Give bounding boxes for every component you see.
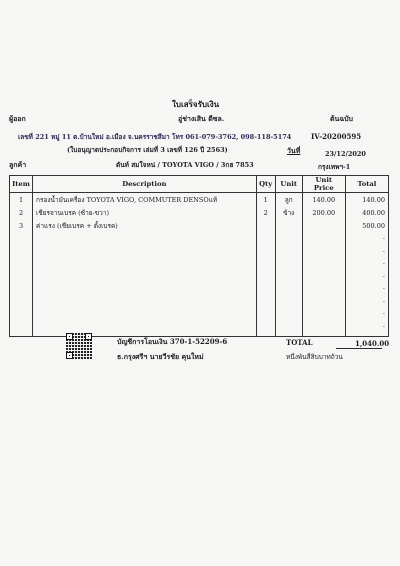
- row-total: 140.00: [345, 193, 388, 207]
- filler-mark: -: [382, 259, 385, 267]
- table-row: [10, 206, 389, 219]
- header-unit: Unit: [275, 176, 302, 193]
- filler-mark: -: [382, 284, 385, 292]
- amount-in-words: หนึ่งพันสี่สิบบาทถ้วน: [286, 353, 343, 361]
- header-description: Description: [33, 176, 257, 193]
- total-label: TOTAL: [286, 338, 313, 347]
- total-underline: [336, 348, 382, 349]
- row-description: เชียรจานเบรค (ซ้าย-ขวา): [33, 206, 257, 219]
- row-description: กรองน้ำมันเครื่อง TOYOTA VIGO, COMMUTER DENSOแท้: [33, 193, 257, 207]
- document-number: IV-20200595: [311, 132, 362, 141]
- row-unit-price: 140.00: [302, 193, 345, 207]
- bank-name: ธ.กรุงศรีฯ นายวีรชัย คุนใหม่: [117, 352, 204, 361]
- row-item: 1: [10, 193, 33, 207]
- filler-mark: -: [382, 321, 385, 330]
- row-item: 3: [10, 219, 33, 232]
- qr-code: [66, 333, 92, 359]
- table-row: [10, 219, 389, 232]
- total-value: 1,040.00: [355, 339, 390, 348]
- header-qty: Qty: [256, 176, 275, 193]
- row-unit: [275, 219, 302, 232]
- document-date: 23/12/2020: [325, 150, 366, 158]
- header-total: Total: [345, 176, 388, 193]
- filler-mark: -: [382, 234, 385, 242]
- filler-mark: -: [382, 296, 385, 305]
- issuer-address: เลขที่ 221 หมู่ 11 ต.บ้านใหม่ อ.เมือง จ.นครราชสีมา โทร 061-079-3762, 098-118-5174: [18, 133, 292, 141]
- license-note: (ใบอนุญาตประกอบกิจการ เล่มที่ 3 เลขที่ 126 ปี 2563): [67, 146, 228, 154]
- table-row: [10, 193, 389, 207]
- row-unit: ข้าง: [275, 206, 302, 219]
- row-qty: 2: [256, 206, 275, 219]
- issuer-name: อู่ช่างเสิน ดีซล.: [178, 114, 225, 123]
- row-description: ค่าแรง (เชียเบรค + ตั้งเบรค): [33, 219, 257, 232]
- header-item: Item: [10, 176, 33, 193]
- filler-mark: -: [382, 246, 385, 255]
- filler-mark: -: [382, 309, 385, 317]
- filler-mark: -: [382, 271, 385, 280]
- items-header-row: [10, 176, 389, 193]
- customer-name: ตันท์ สมใจหน่ / TOYOTA VIGO / 3กฮ 7853: [116, 161, 254, 169]
- row-unit: ลูก: [275, 193, 302, 207]
- document-title: ใบเสร็จรับเงิน: [172, 99, 220, 109]
- row-total: 400.00: [345, 206, 388, 219]
- customer-label: ลูกค้า: [9, 160, 27, 169]
- customer-province: กรุงเทพฯ-1: [318, 163, 351, 171]
- row-unit-price: 200.00: [302, 206, 345, 219]
- date-label: วันที่: [287, 146, 301, 155]
- row-item: 2: [10, 206, 33, 219]
- row-total: 500.00: [345, 219, 388, 232]
- copy-type: ต้นฉบับ: [330, 114, 353, 123]
- table-filler-row: [10, 232, 389, 337]
- filler-marks: [345, 232, 388, 337]
- row-qty: 1: [256, 193, 275, 207]
- issuer-label: ผู้ออก: [9, 114, 26, 123]
- bank-account: บัญชีการโอนเงิน 370-1-52209-6: [117, 337, 228, 346]
- items-table: [9, 175, 389, 337]
- row-unit-price: [302, 219, 345, 232]
- header-unit-price: Unit Price: [302, 176, 345, 193]
- row-qty: [256, 219, 275, 232]
